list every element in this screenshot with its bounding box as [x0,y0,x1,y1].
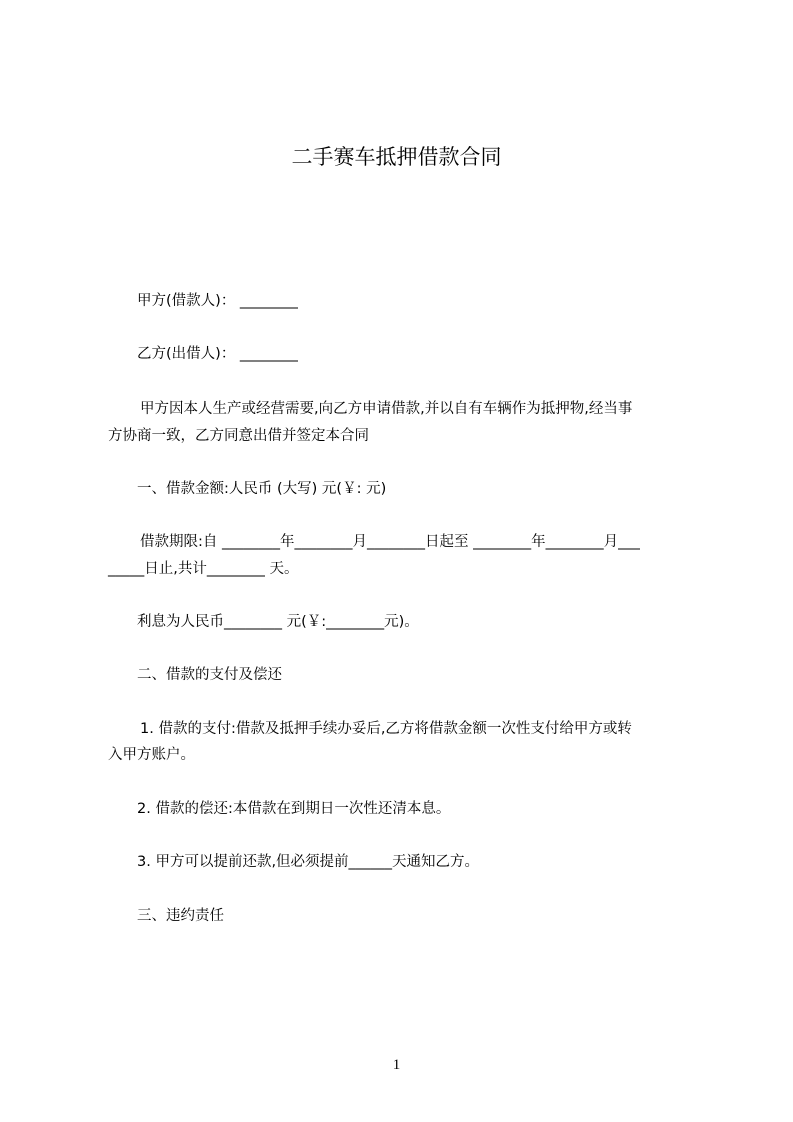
loan-term-line-1: 借款期限:自 ________年________月________日起至 ________年________月___ [140,534,640,550]
payment-line-1: 1. 借款的支付:借款及抵押手续办妥后,乙方将借款金额一次性支付给甲方或转 [140,721,632,737]
intro-paragraph-line-1: 甲方因本人生产或经营需要,向乙方申请借款,并以自有车辆作为抵押物,经当事 [140,401,633,417]
clause-2-heading: 二、借款的支付及偿还 [137,667,282,683]
document-title: 二手赛车抵押借款合同 [291,145,502,169]
payment-line-2: 入甲方账户。 [108,747,195,763]
party-a-line: 甲方(借款人)： ________ [137,293,298,309]
clause-3-heading: 三、违约责任 [137,908,224,924]
prepayment-line: 3. 甲方可以提前还款,但必须提前______天通知乙方。 [137,854,480,870]
intro-paragraph-line-2: 方协商一致，乙方同意出借并签定本合同 [108,428,369,444]
loan-term-line-2: _____日止,共计________ 天。 [108,561,299,577]
clause-1-loan-amount: 一、借款金额:人民币 (大写) 元(￥: 元) [137,481,387,497]
party-b-line: 乙方(出借人)： ________ [137,346,298,362]
page-number: 1 [392,1057,401,1073]
repayment-line: 2. 借款的偿还:本借款在到期日一次性还清本息。 [137,801,451,817]
interest-line: 利息为人民币________ 元(￥:________元)。 [137,614,419,630]
